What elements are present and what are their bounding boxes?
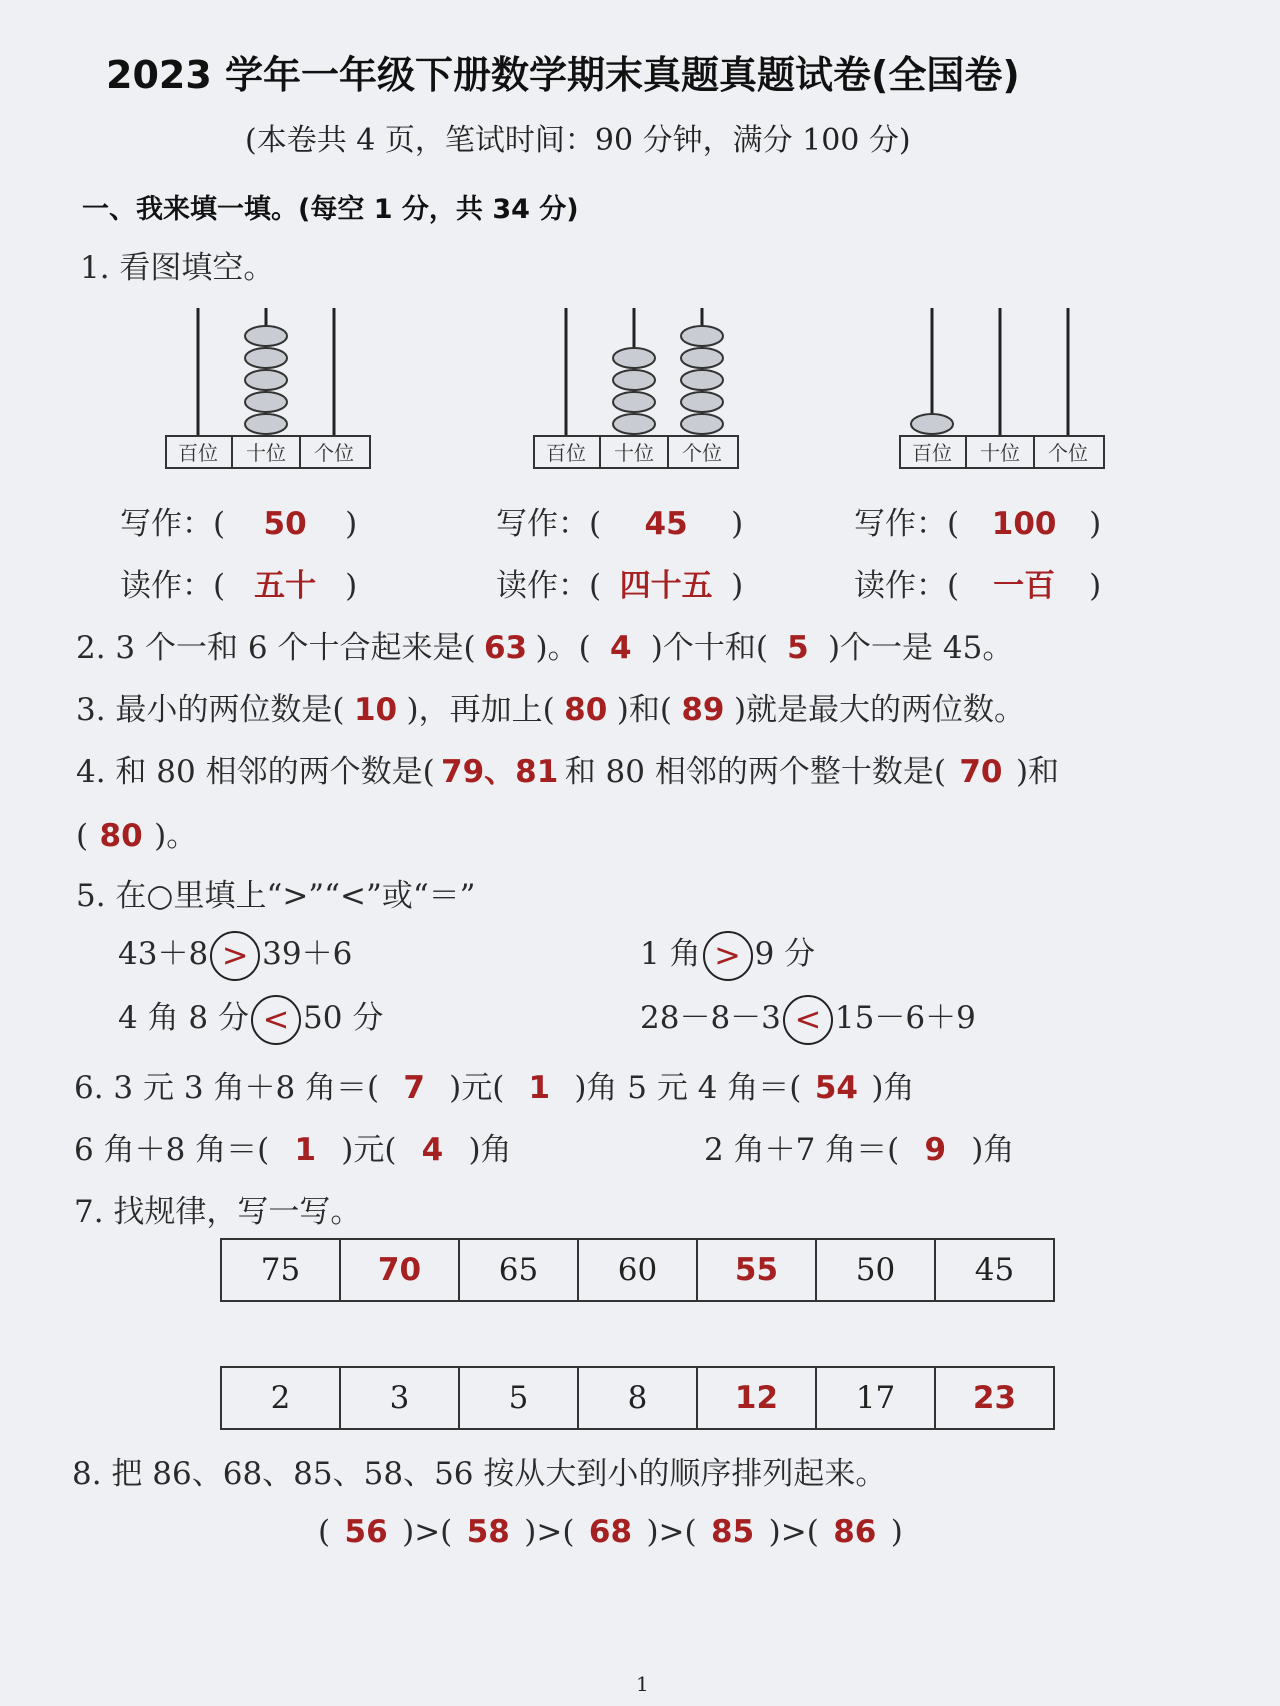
question-8-prompt: 8. 把 86、68、85、58、56 按从大到小的顺序排列起来。 bbox=[72, 1456, 887, 1492]
place-label: 百位 bbox=[912, 441, 952, 465]
q4-answer-1[interactable]: 79、81 bbox=[441, 754, 559, 790]
question-1-prompt: 1. 看图填空。 bbox=[80, 250, 275, 286]
q2-answer-2[interactable]: 4 bbox=[609, 630, 632, 666]
q4-text-4: ( bbox=[76, 818, 89, 854]
abacus-bead bbox=[245, 392, 287, 412]
close-paren: ) bbox=[1089, 506, 1102, 542]
sequence-cell: 60 bbox=[578, 1239, 697, 1301]
q6-answer-3[interactable]: 54 bbox=[814, 1070, 858, 1106]
q4-text-1: 4. 和 80 相邻的两个数是( bbox=[76, 754, 435, 790]
q2-text-1: 2. 3 个一和 6 个十合起来是( bbox=[76, 630, 476, 666]
abacus-bead bbox=[681, 326, 723, 346]
q6-text: 6 角＋8 角＝( bbox=[74, 1132, 270, 1168]
abacus-bead bbox=[613, 370, 655, 390]
page-title: 2023 学年一年级下册数学期末真题真题试卷(全国卷) bbox=[106, 53, 1020, 97]
sequence-table-1 bbox=[220, 1238, 1055, 1302]
question-4-line-1 bbox=[76, 746, 1059, 791]
paren: ( bbox=[318, 1514, 331, 1550]
q2-text-4: )个一是 45。 bbox=[827, 630, 1014, 666]
question-6-line-1 bbox=[74, 1062, 915, 1107]
q2-answer-1[interactable]: 63 bbox=[483, 630, 528, 666]
answer-write-2[interactable]: 45 bbox=[644, 506, 688, 542]
place-label: 个位 bbox=[682, 441, 722, 465]
q3-answer-1[interactable]: 10 bbox=[353, 692, 398, 728]
place-label: 百位 bbox=[178, 441, 218, 465]
compare-sign: < bbox=[794, 999, 822, 1038]
question-6-line-2b bbox=[704, 1124, 1014, 1169]
place-label: 个位 bbox=[1048, 441, 1088, 465]
abacus-bead bbox=[245, 414, 287, 434]
close-paren: ) bbox=[345, 506, 358, 542]
sequence-cell: 50 bbox=[816, 1239, 935, 1301]
abacus-bead bbox=[245, 348, 287, 368]
write-label: 写作：( bbox=[496, 506, 602, 542]
compare-circle[interactable] bbox=[210, 931, 260, 981]
q3-text-3: )和( bbox=[616, 692, 672, 728]
compare-item-3 bbox=[118, 992, 383, 1045]
compare-item-2 bbox=[640, 928, 815, 981]
q2-answer-3[interactable]: 5 bbox=[787, 630, 809, 666]
abacus-bead bbox=[613, 348, 655, 368]
exam-subtitle: (本卷共 4 页，笔试时间：90 分钟，满分 100 分) bbox=[245, 123, 911, 158]
q6-answer-6[interactable]: 9 bbox=[924, 1132, 947, 1168]
sequence-cell: 45 bbox=[935, 1239, 1054, 1301]
place-label: 百位 bbox=[546, 441, 586, 465]
compare-sign: < bbox=[262, 999, 290, 1038]
order-answer[interactable]: 58 bbox=[466, 1514, 510, 1550]
place-label: 十位 bbox=[614, 441, 654, 465]
compare-circle[interactable] bbox=[251, 995, 301, 1045]
order-answer[interactable]: 68 bbox=[588, 1514, 633, 1550]
compare-right: 9 分 bbox=[754, 936, 816, 972]
compare-sign: > bbox=[714, 935, 741, 974]
answer-write-1[interactable]: 50 bbox=[263, 506, 307, 542]
sequence-cell: 75 bbox=[221, 1239, 340, 1301]
abacus-bead bbox=[911, 414, 953, 434]
abacus-figure-2 bbox=[528, 300, 758, 475]
abacus-1-read bbox=[120, 560, 357, 605]
compare-item-4 bbox=[640, 992, 976, 1045]
q3-text-4: )就是最大的两位数。 bbox=[733, 692, 1026, 728]
compare-circle[interactable] bbox=[703, 931, 753, 981]
compare-sign: > bbox=[221, 935, 249, 974]
sequence-cell: 8 bbox=[578, 1367, 697, 1429]
abacus-figure-3 bbox=[894, 300, 1124, 475]
abacus-1-write bbox=[120, 498, 357, 543]
abacus-bead bbox=[681, 370, 723, 390]
separator: )>( bbox=[646, 1514, 697, 1550]
close-paren: ) bbox=[731, 568, 744, 604]
abacus-2-write bbox=[496, 498, 743, 543]
q6-answer-5[interactable]: 4 bbox=[421, 1132, 444, 1168]
order-answer[interactable]: 85 bbox=[711, 1514, 755, 1550]
compare-left: 28－8－3 bbox=[640, 1000, 781, 1036]
close-paren: ) bbox=[731, 506, 744, 542]
q6-text: 6. 3 元 3 角＋8 角＝( bbox=[74, 1070, 380, 1106]
q6-answer-2[interactable]: 1 bbox=[528, 1070, 551, 1106]
abacus-bead bbox=[613, 392, 655, 412]
q4-answer-3[interactable]: 80 bbox=[99, 818, 143, 854]
question-6-line-2a bbox=[74, 1124, 512, 1169]
sequence-table-2 bbox=[220, 1366, 1055, 1430]
write-label: 写作：( bbox=[120, 506, 226, 542]
sequence-cell: 17 bbox=[816, 1367, 935, 1429]
q4-text-2: 和 80 相邻的两个整十数是( bbox=[564, 754, 946, 790]
section-heading: 一、我来填一填。(每空 1 分，共 34 分) bbox=[82, 194, 579, 225]
q3-text-1: 3. 最小的两位数是( bbox=[76, 692, 345, 728]
order-answer[interactable]: 56 bbox=[344, 1514, 388, 1550]
read-label: 读作：( bbox=[120, 568, 226, 604]
abacus-bead bbox=[681, 348, 723, 368]
abacus-3-write bbox=[854, 498, 1101, 543]
sequence-cell: 5 bbox=[459, 1367, 578, 1429]
separator: )>( bbox=[524, 1514, 575, 1550]
compare-right: 15－6＋9 bbox=[834, 1000, 976, 1036]
question-2 bbox=[76, 622, 1013, 667]
abacus-bead bbox=[681, 392, 723, 412]
abacus-figure-1 bbox=[160, 300, 390, 475]
abacus-3-read bbox=[854, 560, 1101, 605]
question-3 bbox=[76, 684, 1025, 729]
q6-text: )角 bbox=[971, 1132, 1015, 1168]
question-4-line-2 bbox=[76, 810, 197, 855]
page-number: 1 bbox=[636, 1672, 649, 1696]
place-label: 十位 bbox=[246, 441, 286, 465]
q4-text-5: )。 bbox=[154, 818, 198, 854]
q3-answer-2[interactable]: 80 bbox=[564, 692, 608, 728]
q6-answer-1[interactable]: 7 bbox=[403, 1070, 425, 1106]
abacus-bead bbox=[681, 414, 723, 434]
compare-right: 50 分 bbox=[303, 1000, 384, 1036]
sequence-cell: 2 bbox=[221, 1367, 340, 1429]
abacus-bead bbox=[245, 326, 287, 346]
place-label: 个位 bbox=[314, 441, 354, 465]
abacus-2-read bbox=[496, 560, 743, 605]
answer-read-2[interactable]: 四十五 bbox=[619, 568, 713, 604]
answer-write-3[interactable]: 100 bbox=[991, 506, 1057, 542]
separator: )>( bbox=[402, 1514, 453, 1550]
q3-answer-3[interactable]: 89 bbox=[681, 692, 725, 728]
q6-text: )元( bbox=[449, 1070, 505, 1106]
sequence-cell[interactable]: 55 bbox=[697, 1239, 816, 1301]
order-answer[interactable]: 86 bbox=[833, 1514, 877, 1550]
question-5-prompt: 5. 在○里填上“>”“<”或“＝” bbox=[76, 878, 476, 914]
separator: ) bbox=[890, 1514, 903, 1550]
write-label: 写作：( bbox=[854, 506, 960, 542]
question-7-prompt: 7. 找规律，写一写。 bbox=[74, 1194, 362, 1230]
q6-text: )角 bbox=[871, 1070, 915, 1106]
q2-text-2: )。( bbox=[535, 630, 591, 666]
answer-read-3[interactable]: 一百 bbox=[993, 568, 1056, 604]
compare-right: 39＋6 bbox=[262, 936, 353, 972]
separator: )>( bbox=[768, 1514, 819, 1550]
q3-text-2: )，再加上( bbox=[406, 692, 555, 728]
sequence-cell[interactable]: 12 bbox=[697, 1367, 816, 1429]
q6-text: )元( bbox=[341, 1132, 397, 1168]
compare-circle[interactable] bbox=[783, 995, 833, 1045]
q6-text: )角 5 元 4 角＝( bbox=[574, 1070, 802, 1106]
close-paren: ) bbox=[345, 568, 358, 604]
compare-item-1 bbox=[118, 928, 352, 981]
abacus-bead bbox=[245, 370, 287, 390]
sequence-cell: 65 bbox=[459, 1239, 578, 1301]
sequence-cell[interactable]: 23 bbox=[935, 1367, 1054, 1429]
compare-left: 43＋8 bbox=[118, 936, 209, 972]
q6-text: )角 bbox=[468, 1132, 512, 1168]
question-8-order bbox=[318, 1514, 903, 1550]
q6-text: 2 角＋7 角＝( bbox=[704, 1132, 900, 1168]
read-label: 读作：( bbox=[854, 568, 960, 604]
sequence-cell[interactable]: 70 bbox=[340, 1239, 459, 1301]
compare-left: 4 角 8 分 bbox=[118, 1000, 250, 1036]
q4-text-3: )和 bbox=[1015, 754, 1060, 790]
sequence-cell: 3 bbox=[340, 1367, 459, 1429]
q6-answer-4[interactable]: 1 bbox=[294, 1132, 317, 1168]
place-label: 十位 bbox=[980, 441, 1020, 465]
q2-text-3: )个十和( bbox=[650, 630, 768, 666]
read-label: 读作：( bbox=[496, 568, 602, 604]
abacus-bead bbox=[613, 414, 655, 434]
compare-left: 1 角 bbox=[640, 936, 701, 972]
q4-answer-2[interactable]: 70 bbox=[959, 754, 1003, 790]
answer-read-1[interactable]: 五十 bbox=[254, 568, 317, 604]
close-paren: ) bbox=[1089, 568, 1102, 604]
